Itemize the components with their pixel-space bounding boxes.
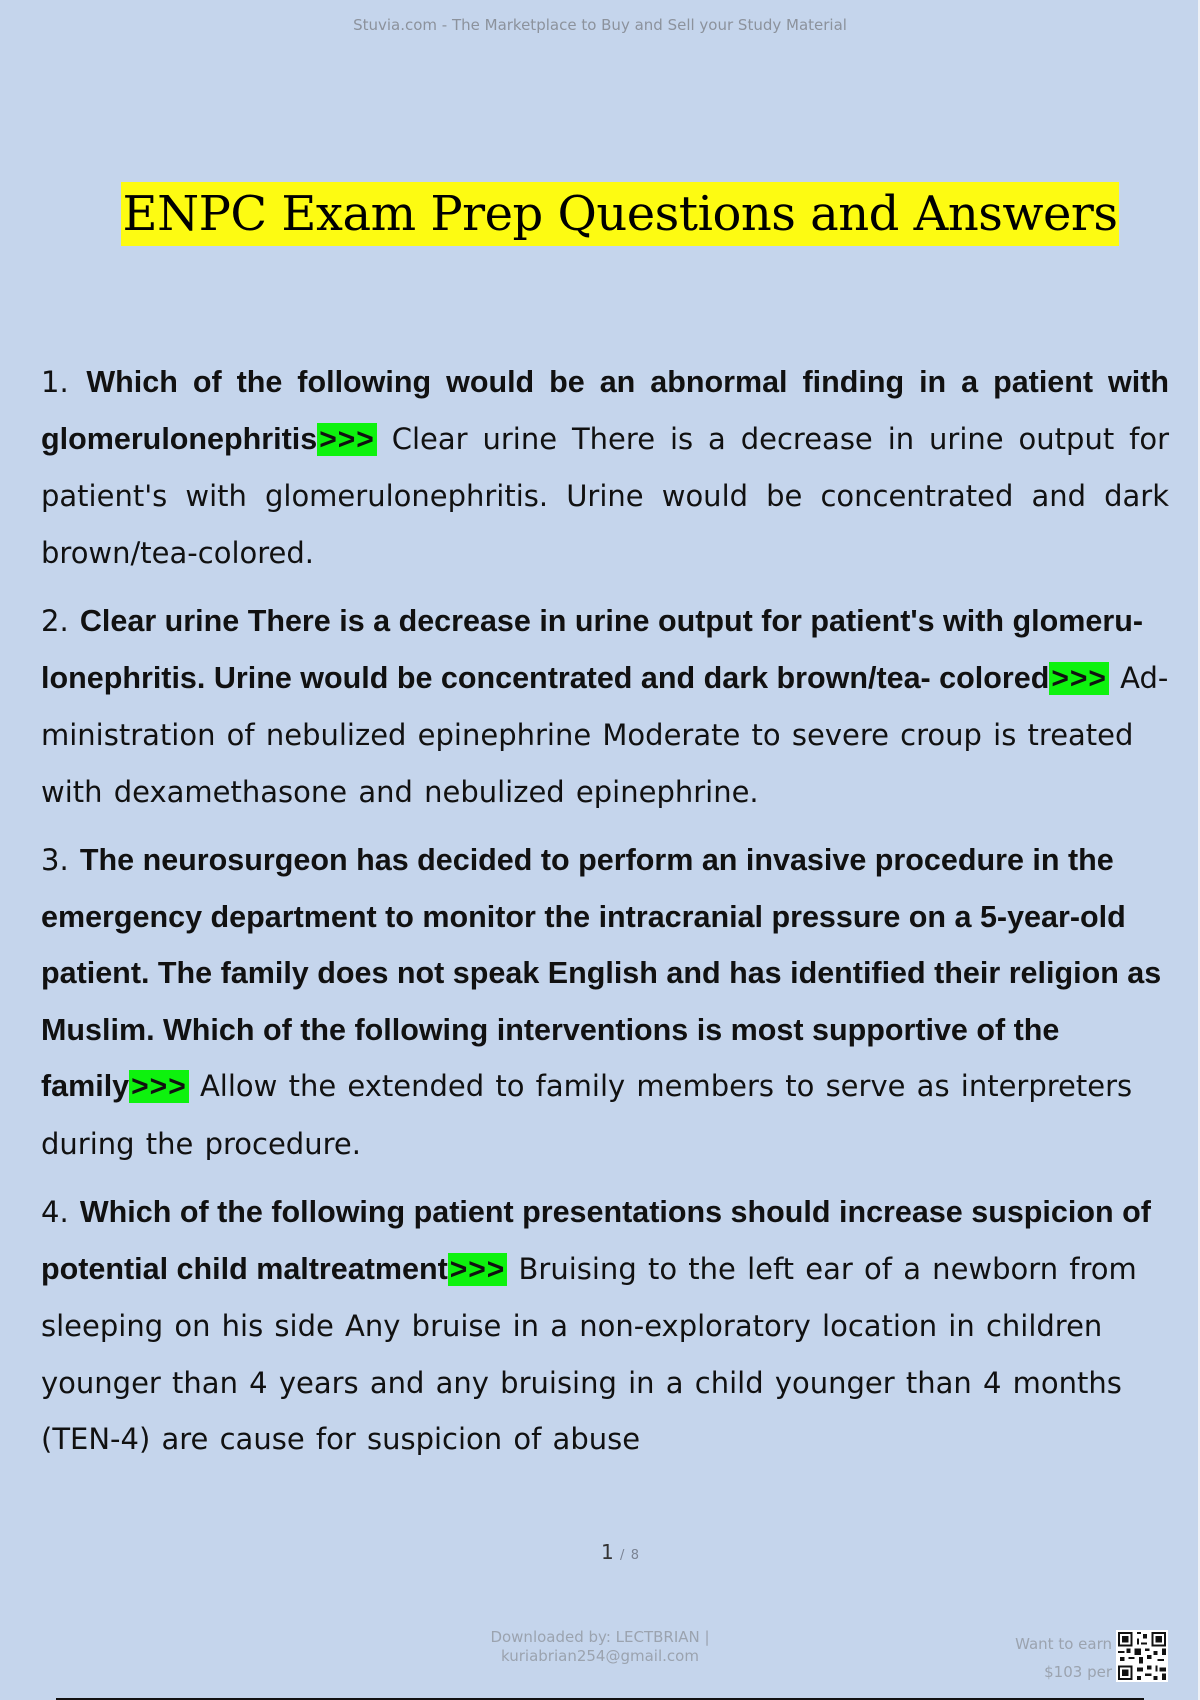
qa-item	[41, 1184, 1169, 1468]
answer-text: Ad- ministration of nebulized epinephrine Moderate to severe croup is treated with dexamethasone and nebulized epinephrine.	[41, 660, 1169, 809]
page-separator: /	[620, 1548, 625, 1563]
answer-arrow: >>>	[1051, 661, 1107, 695]
answer-arrow: >>>	[319, 422, 375, 456]
total-pages: 8	[630, 1548, 640, 1563]
qa-list	[41, 354, 1169, 1480]
question-number: 3.	[41, 843, 69, 877]
answer-text: Allow the extended to family members to serve as interpreters during the procedure.	[41, 1069, 1133, 1161]
earn-promo[interactable]	[990, 1630, 1112, 1686]
current-page: 1	[600, 1540, 614, 1564]
downloaded-by-line: Downloaded by: LECTBRIAN |	[490, 1628, 710, 1646]
qa-item	[41, 354, 1169, 581]
answer-arrow: >>>	[449, 1252, 506, 1286]
earn-promo-line1: Want to earn	[1015, 1635, 1112, 1653]
qa-item	[41, 593, 1169, 820]
downloader-email: kuriabrian254@gmail.com	[501, 1647, 699, 1665]
download-info	[430, 1628, 770, 1666]
question-number: 2.	[41, 604, 69, 638]
title-wrap	[0, 182, 1200, 246]
question-text: The neurosurgeon has decided to perform an invasive procedure in the emergency department to monitor the intracranial pressure on a 5-year-old patient. The family does not speak English and has identified their religion as Muslim. Which of the following interventions is most supportive of the family	[41, 843, 1162, 1103]
page-indicator	[0, 1540, 1200, 1564]
answer-text: Clear urine There is a decrease in urine output for patient's with glomerulonephritis. Urine would be concentrated and dark brown/tea-colored.	[41, 421, 1169, 570]
answer-arrow: >>>	[131, 1070, 187, 1103]
question-text: Clear urine There is a decrease in urine output for patient's with glomeru- lonephritis. Urine would be concentrated and dark brown/tea- colored	[41, 604, 1143, 695]
site-header: Stuvia.com - The Marketplace to Buy and Sell your Study Material	[353, 16, 847, 34]
question-text: Which of the following would be an abnormal finding in a patient with glomerulonephritis	[41, 365, 1170, 456]
earn-promo-line2: $103 per	[1044, 1663, 1112, 1681]
qr-code-icon[interactable]	[1116, 1630, 1168, 1682]
question-number: 4.	[41, 1195, 69, 1229]
question-number: 1.	[41, 365, 69, 399]
qa-item	[41, 832, 1169, 1172]
document-title: ENPC Exam Prep Questions and Answers	[121, 182, 1120, 246]
answer-text: Bruising to the left ear of a newborn from sleeping on his side Any bruise in a non-exploratory location in children younger than 4 years and any bruising in a child younger than 4 months (TEN-4) are cause for suspicion of abuse	[41, 1251, 1137, 1456]
question-text: Which of the following patient presentations should increase suspicion of potential child maltreatment	[41, 1195, 1151, 1286]
